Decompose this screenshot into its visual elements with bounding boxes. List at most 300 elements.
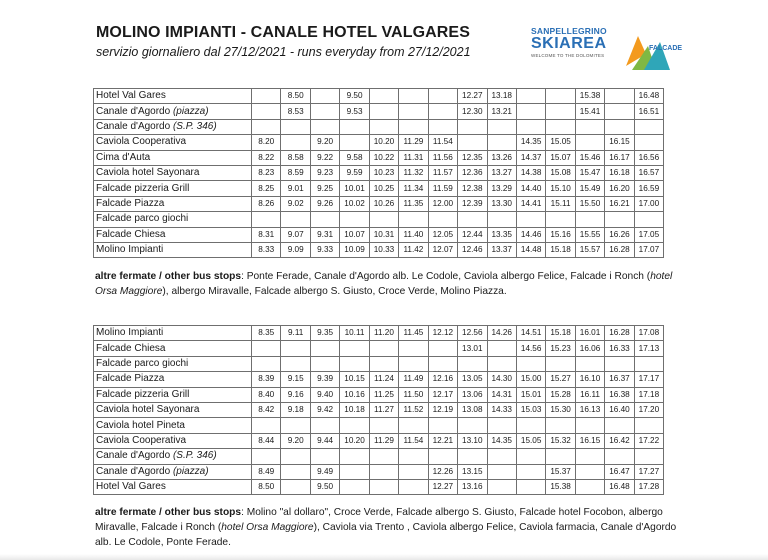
stop-name-cell xyxy=(94,227,252,242)
table-row xyxy=(94,89,664,104)
time-cell: 9.35 xyxy=(310,326,339,341)
time-cell xyxy=(605,449,634,464)
time-cell xyxy=(281,464,310,479)
time-cell: 14.26 xyxy=(487,326,516,341)
time-cell: 9.02 xyxy=(281,196,310,211)
time-cell: 12.27 xyxy=(458,89,487,104)
time-cell xyxy=(281,341,310,356)
time-cell: 13.16 xyxy=(458,479,487,494)
table-row xyxy=(94,119,664,134)
time-cell: 11.29 xyxy=(369,433,398,448)
table-row xyxy=(94,356,664,371)
time-cell: 13.05 xyxy=(458,372,487,387)
time-cell: 12.17 xyxy=(428,387,457,402)
time-cell: 16.21 xyxy=(605,196,634,211)
stop-name-cell xyxy=(94,479,252,494)
time-cell: 9.50 xyxy=(310,479,339,494)
time-cell xyxy=(399,104,428,119)
time-cell: 16.13 xyxy=(575,402,604,417)
time-cell: 10.09 xyxy=(340,242,369,257)
time-cell xyxy=(516,464,545,479)
time-cell: 9.11 xyxy=(281,326,310,341)
time-cell: 9.59 xyxy=(340,165,369,180)
time-cell xyxy=(546,449,575,464)
time-cell: 16.59 xyxy=(634,181,663,196)
stop-name: Caviola Cooperativa xyxy=(96,434,187,446)
time-cell: 10.18 xyxy=(340,402,369,417)
page-bottom-shadow xyxy=(0,554,768,560)
time-cell xyxy=(634,449,663,464)
time-cell: 8.59 xyxy=(281,165,310,180)
table-row xyxy=(94,449,664,464)
time-cell xyxy=(428,104,457,119)
time-cell: 17.00 xyxy=(634,196,663,211)
time-cell xyxy=(281,212,310,227)
time-cell: 13.10 xyxy=(458,433,487,448)
time-cell: 10.07 xyxy=(340,227,369,242)
time-cell: 8.35 xyxy=(252,326,281,341)
time-cell xyxy=(369,464,398,479)
time-cell xyxy=(605,356,634,371)
time-cell: 12.21 xyxy=(428,433,457,448)
time-cell: 15.00 xyxy=(516,372,545,387)
stop-name: Canale d'Agordo xyxy=(96,120,171,132)
time-cell: 9.58 xyxy=(340,150,369,165)
time-cell: 10.31 xyxy=(369,227,398,242)
time-cell: 10.22 xyxy=(369,150,398,165)
time-cell xyxy=(546,104,575,119)
time-cell: 8.23 xyxy=(252,165,281,180)
time-cell xyxy=(575,479,604,494)
stop-name: Molino Impianti xyxy=(96,327,164,339)
stop-name-cell xyxy=(94,242,252,257)
other-stops-note-return xyxy=(95,505,690,550)
skiarea-logo-tagline: WELCOME TO THE DOLOMITES xyxy=(531,53,605,58)
time-cell xyxy=(458,119,487,134)
time-cell: 12.44 xyxy=(458,227,487,242)
time-cell xyxy=(575,212,604,227)
time-cell: 11.29 xyxy=(399,135,428,150)
stop-name-cell xyxy=(94,212,252,227)
page-subtitle: servizio giornaliero dal 27/12/2021 - runs everyday from 27/12/2021 xyxy=(96,45,471,59)
time-cell xyxy=(252,356,281,371)
time-cell: 16.11 xyxy=(575,387,604,402)
time-cell: 13.18 xyxy=(487,89,516,104)
time-cell xyxy=(605,119,634,134)
time-cell: 8.20 xyxy=(252,135,281,150)
stop-note: (S.P. 346) xyxy=(172,120,217,132)
time-cell: 11.57 xyxy=(428,165,457,180)
stop-name-cell xyxy=(94,449,252,464)
time-cell xyxy=(516,212,545,227)
time-cell xyxy=(369,449,398,464)
time-cell xyxy=(458,212,487,227)
time-cell: 15.30 xyxy=(546,402,575,417)
time-cell xyxy=(399,449,428,464)
time-cell: 11.24 xyxy=(369,372,398,387)
time-cell: 15.57 xyxy=(575,242,604,257)
time-cell: 17.28 xyxy=(634,479,663,494)
time-cell xyxy=(369,104,398,119)
time-cell: 10.11 xyxy=(340,326,369,341)
table-row xyxy=(94,326,664,341)
time-cell: 15.23 xyxy=(546,341,575,356)
time-cell: 13.37 xyxy=(487,242,516,257)
time-cell: 15.38 xyxy=(575,89,604,104)
time-cell: 15.11 xyxy=(546,196,575,211)
time-cell: 17.22 xyxy=(634,433,663,448)
time-cell xyxy=(310,341,339,356)
stop-name: Cima d'Auta xyxy=(96,151,151,163)
time-cell: 12.56 xyxy=(458,326,487,341)
time-cell: 9.33 xyxy=(310,242,339,257)
time-cell: 11.31 xyxy=(399,150,428,165)
time-cell xyxy=(516,356,545,371)
time-cell: 13.30 xyxy=(487,196,516,211)
time-cell xyxy=(487,341,516,356)
time-cell xyxy=(546,356,575,371)
stop-name-cell xyxy=(94,119,252,134)
time-cell: 13.15 xyxy=(458,464,487,479)
time-cell: 16.48 xyxy=(634,89,663,104)
time-cell xyxy=(487,418,516,433)
time-cell xyxy=(516,89,545,104)
time-cell: 10.23 xyxy=(369,165,398,180)
time-cell: 11.54 xyxy=(428,135,457,150)
time-cell: 10.20 xyxy=(340,433,369,448)
stop-name: Hotel Val Gares xyxy=(96,481,166,493)
stop-name-cell xyxy=(94,150,252,165)
time-cell: 11.34 xyxy=(399,181,428,196)
time-cell: 14.41 xyxy=(516,196,545,211)
time-cell: 16.28 xyxy=(605,242,634,257)
time-cell: 11.42 xyxy=(399,242,428,257)
time-cell xyxy=(340,212,369,227)
table-row xyxy=(94,464,664,479)
time-cell xyxy=(605,418,634,433)
time-cell xyxy=(252,341,281,356)
time-cell: 15.08 xyxy=(546,165,575,180)
table-row xyxy=(94,212,664,227)
time-cell: 12.05 xyxy=(428,227,457,242)
other-stops-label: altre fermate / other bus stops xyxy=(95,271,242,282)
time-cell: 16.15 xyxy=(605,135,634,150)
other-stops-label: altre fermate / other bus stops xyxy=(95,507,242,518)
time-cell: 10.15 xyxy=(340,372,369,387)
time-cell xyxy=(340,449,369,464)
time-cell: 9.39 xyxy=(310,372,339,387)
time-cell: 16.06 xyxy=(575,341,604,356)
return-timetable xyxy=(93,325,664,495)
time-cell: 8.40 xyxy=(252,387,281,402)
time-cell xyxy=(369,212,398,227)
stop-name: Falcade pizzeria Grill xyxy=(96,388,190,400)
time-cell: 9.53 xyxy=(340,104,369,119)
time-cell: 14.35 xyxy=(487,433,516,448)
time-cell: 15.01 xyxy=(516,387,545,402)
table-row xyxy=(94,196,664,211)
time-cell xyxy=(281,449,310,464)
time-cell xyxy=(399,464,428,479)
stop-name: Caviola hotel Sayonara xyxy=(96,404,200,416)
stop-name-cell xyxy=(94,372,252,387)
time-cell: 8.25 xyxy=(252,181,281,196)
time-cell: 16.56 xyxy=(634,150,663,165)
time-cell: 15.18 xyxy=(546,326,575,341)
time-cell: 11.40 xyxy=(399,227,428,242)
time-cell xyxy=(458,135,487,150)
time-cell xyxy=(340,479,369,494)
time-cell xyxy=(487,464,516,479)
time-cell: 13.35 xyxy=(487,227,516,242)
time-cell xyxy=(252,89,281,104)
stop-name-cell xyxy=(94,356,252,371)
time-cell xyxy=(487,212,516,227)
time-cell: 8.44 xyxy=(252,433,281,448)
time-cell: 9.49 xyxy=(310,464,339,479)
time-cell: 16.28 xyxy=(605,326,634,341)
time-cell xyxy=(369,341,398,356)
time-cell: 14.35 xyxy=(516,135,545,150)
time-cell: 12.39 xyxy=(458,196,487,211)
time-cell xyxy=(252,418,281,433)
time-cell: 15.38 xyxy=(546,479,575,494)
time-cell xyxy=(310,104,339,119)
time-cell: 11.59 xyxy=(428,181,457,196)
time-cell: 10.20 xyxy=(369,135,398,150)
time-cell xyxy=(340,119,369,134)
time-cell xyxy=(281,119,310,134)
time-cell: 14.46 xyxy=(516,227,545,242)
time-cell: 9.15 xyxy=(281,372,310,387)
stop-note: (S.P. 346) xyxy=(172,450,217,462)
time-cell xyxy=(281,479,310,494)
stop-note: (piazza) xyxy=(172,465,209,477)
time-cell: 17.18 xyxy=(634,387,663,402)
falcade-logo-text: FALCADE xyxy=(649,45,683,52)
time-cell: 11.56 xyxy=(428,150,457,165)
stop-name-cell xyxy=(94,341,252,356)
time-cell: 11.20 xyxy=(369,326,398,341)
time-cell: 15.07 xyxy=(546,150,575,165)
time-cell xyxy=(281,135,310,150)
time-cell: 14.40 xyxy=(516,181,545,196)
time-cell: 15.27 xyxy=(546,372,575,387)
time-cell: 12.19 xyxy=(428,402,457,417)
time-cell xyxy=(516,449,545,464)
time-cell: 9.42 xyxy=(310,402,339,417)
time-cell: 12.38 xyxy=(458,181,487,196)
time-cell: 11.50 xyxy=(399,387,428,402)
time-cell xyxy=(340,341,369,356)
time-cell: 11.52 xyxy=(399,402,428,417)
time-cell xyxy=(546,212,575,227)
time-cell xyxy=(310,89,339,104)
time-cell: 9.23 xyxy=(310,165,339,180)
time-cell: 14.51 xyxy=(516,326,545,341)
skiarea-logo-line1: SANPELLEGRINO xyxy=(531,26,607,36)
time-cell: 17.17 xyxy=(634,372,663,387)
stop-name-cell xyxy=(94,402,252,417)
time-cell: 8.49 xyxy=(252,464,281,479)
stop-name: Caviola Cooperativa xyxy=(96,136,187,148)
table-row xyxy=(94,150,664,165)
time-cell: 16.42 xyxy=(605,433,634,448)
time-cell: 16.40 xyxy=(605,402,634,417)
time-cell xyxy=(369,479,398,494)
time-cell: 8.39 xyxy=(252,372,281,387)
time-cell: 16.51 xyxy=(634,104,663,119)
stop-name-cell xyxy=(94,89,252,104)
time-cell xyxy=(605,89,634,104)
time-cell: 11.49 xyxy=(399,372,428,387)
time-cell: 13.01 xyxy=(458,341,487,356)
time-cell: 10.33 xyxy=(369,242,398,257)
other-stops-text-1: : Ponte Ferade, Canale d'Agordo alb. Le Codole, Caviola albergo Felice, Falcade i Ronch ( xyxy=(241,271,651,282)
time-cell: 15.05 xyxy=(546,135,575,150)
time-cell xyxy=(369,119,398,134)
time-cell xyxy=(605,104,634,119)
time-cell: 15.50 xyxy=(575,196,604,211)
other-stops-note-outbound xyxy=(95,269,690,299)
stop-name: Falcade parco giochi xyxy=(96,213,189,225)
time-cell: 13.21 xyxy=(487,104,516,119)
time-cell: 16.47 xyxy=(605,464,634,479)
time-cell: 9.40 xyxy=(310,387,339,402)
other-stops-italic: hotel Orsa Maggiore xyxy=(221,522,314,533)
time-cell: 15.05 xyxy=(516,433,545,448)
stop-name-cell xyxy=(94,104,252,119)
time-cell: 16.26 xyxy=(605,227,634,242)
time-cell: 12.26 xyxy=(428,464,457,479)
time-cell xyxy=(369,356,398,371)
table-row xyxy=(94,372,664,387)
stop-name-cell xyxy=(94,181,252,196)
time-cell: 17.07 xyxy=(634,242,663,257)
time-cell: 9.09 xyxy=(281,242,310,257)
time-cell xyxy=(369,418,398,433)
time-cell xyxy=(634,212,663,227)
stop-name: Canale d'Agordo xyxy=(96,465,171,477)
time-cell: 12.12 xyxy=(428,326,457,341)
time-cell xyxy=(340,356,369,371)
time-cell: 9.31 xyxy=(310,227,339,242)
time-cell: 9.25 xyxy=(310,181,339,196)
time-cell xyxy=(516,418,545,433)
time-cell: 11.54 xyxy=(399,433,428,448)
time-cell xyxy=(428,341,457,356)
time-cell xyxy=(487,449,516,464)
time-cell: 12.46 xyxy=(458,242,487,257)
time-cell xyxy=(252,119,281,134)
time-cell: 8.42 xyxy=(252,402,281,417)
table-row xyxy=(94,387,664,402)
time-cell: 9.07 xyxy=(281,227,310,242)
time-cell: 13.29 xyxy=(487,181,516,196)
table-row xyxy=(94,181,664,196)
time-cell: 16.38 xyxy=(605,387,634,402)
time-cell xyxy=(487,356,516,371)
time-cell: 8.58 xyxy=(281,150,310,165)
time-cell xyxy=(310,212,339,227)
time-cell: 9.18 xyxy=(281,402,310,417)
time-cell xyxy=(310,119,339,134)
time-cell xyxy=(399,418,428,433)
time-cell: 16.48 xyxy=(605,479,634,494)
stop-name: Caviola hotel Pineta xyxy=(96,419,185,431)
time-cell xyxy=(516,104,545,119)
stop-name: Hotel Val Gares xyxy=(96,90,166,102)
time-cell: 15.37 xyxy=(546,464,575,479)
time-cell: 11.25 xyxy=(369,387,398,402)
time-cell: 9.22 xyxy=(310,150,339,165)
time-cell: 14.33 xyxy=(487,402,516,417)
page-title: MOLINO IMPIANTI - CANALE HOTEL VALGARES xyxy=(96,24,470,41)
time-cell: 9.50 xyxy=(340,89,369,104)
time-cell xyxy=(575,135,604,150)
time-cell: 14.48 xyxy=(516,242,545,257)
time-cell xyxy=(575,418,604,433)
stop-name: Falcade parco giochi xyxy=(96,357,189,369)
time-cell xyxy=(340,418,369,433)
time-cell: 12.30 xyxy=(458,104,487,119)
skiarea-logo-line2: SKIAREA xyxy=(531,35,607,52)
stop-name-cell xyxy=(94,135,252,150)
table-row xyxy=(94,479,664,494)
time-cell: 15.18 xyxy=(546,242,575,257)
time-cell: 8.22 xyxy=(252,150,281,165)
time-cell: 17.20 xyxy=(634,402,663,417)
time-cell xyxy=(252,104,281,119)
stop-name: Falcade Chiesa xyxy=(96,228,166,240)
time-cell xyxy=(546,119,575,134)
time-cell xyxy=(634,418,663,433)
time-cell: 9.01 xyxy=(281,181,310,196)
time-cell: 13.06 xyxy=(458,387,487,402)
time-cell: 11.27 xyxy=(369,402,398,417)
time-cell xyxy=(399,89,428,104)
time-cell xyxy=(458,449,487,464)
stop-name-cell xyxy=(94,433,252,448)
time-cell: 15.47 xyxy=(575,165,604,180)
time-cell: 16.37 xyxy=(605,372,634,387)
time-cell xyxy=(487,119,516,134)
time-cell: 11.35 xyxy=(399,196,428,211)
time-cell xyxy=(458,356,487,371)
stop-name: Caviola hotel Sayonara xyxy=(96,167,200,179)
stop-name-cell xyxy=(94,464,252,479)
time-cell: 15.49 xyxy=(575,181,604,196)
time-cell: 12.36 xyxy=(458,165,487,180)
time-cell: 16.15 xyxy=(575,433,604,448)
time-cell xyxy=(428,449,457,464)
stop-name: Molino Impianti xyxy=(96,244,164,256)
time-cell: 13.08 xyxy=(458,402,487,417)
stop-name: Falcade pizzeria Grill xyxy=(96,182,190,194)
time-cell: 14.56 xyxy=(516,341,545,356)
time-cell: 9.44 xyxy=(310,433,339,448)
time-cell: 15.03 xyxy=(516,402,545,417)
time-cell xyxy=(310,418,339,433)
time-cell xyxy=(340,135,369,150)
time-cell xyxy=(487,135,516,150)
time-cell: 14.37 xyxy=(516,150,545,165)
time-cell xyxy=(252,212,281,227)
time-cell: 11.45 xyxy=(399,326,428,341)
time-cell xyxy=(399,212,428,227)
time-cell: 8.26 xyxy=(252,196,281,211)
falcade-logo xyxy=(622,26,683,78)
